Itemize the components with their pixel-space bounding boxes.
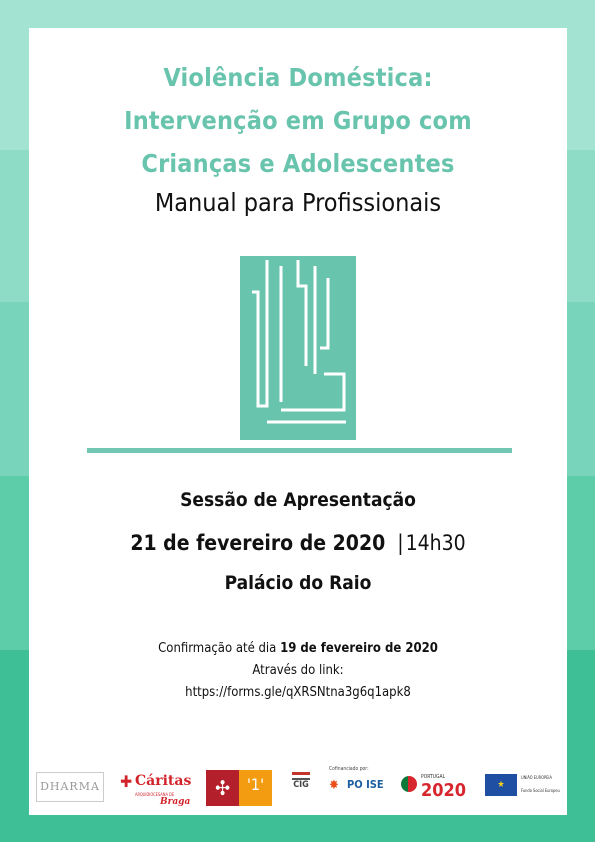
caritas-sub: ARQUIDIOCESANA DE	[135, 792, 175, 797]
confirmation-date: 19 de fevereiro de 2020	[280, 641, 438, 656]
caritas-logo	[120, 772, 190, 808]
event-date-line	[29, 531, 567, 555]
poster-title	[29, 56, 567, 185]
session-title: Sessão de Apresentação	[180, 489, 416, 511]
eu-label: UNIÃO EUROPEIA	[521, 775, 552, 780]
portugal-flag-icon	[401, 776, 417, 792]
confirmation-line	[29, 641, 567, 656]
poise-text: PO ISE	[347, 778, 384, 791]
partner-logos	[29, 766, 567, 810]
caritas-cross-icon: ✚	[120, 772, 133, 791]
divider-line	[87, 448, 512, 453]
event-place: Palácio do Raio	[224, 572, 372, 594]
event-time: 14h30	[405, 531, 466, 555]
date-separator: |	[397, 531, 404, 555]
registration-link[interactable]: https://forms.gle/qXRSNtna3g6q1apk8	[185, 685, 411, 700]
poster-subtitle: Manual para Profissionais	[154, 188, 442, 217]
eu-logo	[485, 772, 563, 808]
caritas-city: Braga	[160, 797, 191, 807]
portugal-label: PORTUGAL	[421, 774, 446, 780]
cofinanced-label: Cofinanciado por:	[329, 766, 369, 772]
dharma-text: DHARMA	[40, 780, 100, 793]
dharma-logo	[36, 772, 104, 802]
caritas-name: Cáritas	[135, 773, 192, 789]
poise-figures-icon: ✸	[329, 778, 339, 793]
eu-flag-icon: ★	[485, 774, 517, 796]
cig-logo	[281, 772, 321, 808]
cig-mark-icon	[292, 772, 310, 780]
portugal2020-logo	[401, 772, 477, 808]
confirmation-prefix: Confirmação até dia	[158, 641, 281, 656]
event-date: 21 de fevereiro de 2020	[130, 531, 386, 555]
eu-fund-label: Fundo Social Europeu	[521, 788, 560, 793]
title-line-2: Intervenção em Grupo com	[124, 106, 472, 135]
poise-logo	[329, 766, 391, 806]
p2020-text: 2020	[421, 780, 467, 801]
title-line-1: Violência Doméstica:	[163, 63, 433, 92]
title-line-3: Crianças e Adolescentes	[141, 149, 455, 178]
uni-orange-block: '1'	[239, 770, 272, 806]
uni-red-block: ✣	[206, 770, 239, 806]
cig-text: CIG	[293, 780, 309, 790]
maze-logo-icon	[240, 256, 356, 440]
link-intro: Através do link:	[252, 663, 344, 678]
poster-card	[29, 28, 567, 815]
university-logo	[206, 770, 272, 806]
